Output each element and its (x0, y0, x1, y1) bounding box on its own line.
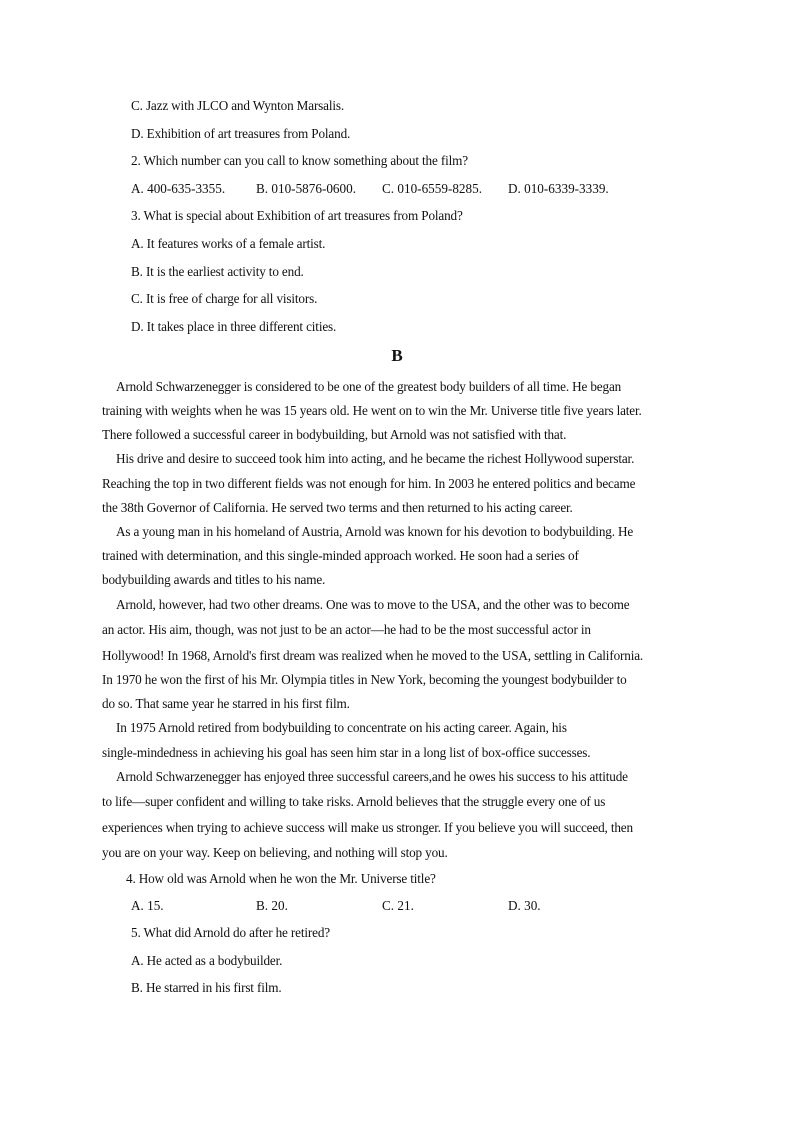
passage-line: Arnold Schwarzenegger is considered to be one of the greatest body builders of all time. He began (116, 379, 622, 394)
question-2-stem: 2. Which number can you call to know something about the film? (131, 153, 468, 168)
passage-line: experiences when trying to achieve success will make us stronger. If you believe you will succeed, then (102, 820, 633, 835)
passage-line: In 1970 he won the first of his Mr. Olympia titles in New York, becoming the youngest bodybuilder to (102, 672, 627, 687)
passage-line: Arnold, however, had two other dreams. One was to move to the USA, and the other was to become (116, 597, 630, 612)
passage-line: trained with determination, and this single-minded approach worked. He soon had a series of (102, 548, 579, 563)
q4-option-d: D. 30. (508, 898, 541, 913)
q4-option-b: B. 20. (256, 898, 288, 913)
passage-line: training with weights when he was 15 years old. He went on to win the Mr. Universe title five years later. (102, 403, 642, 418)
q1-option-c: C. Jazz with JLCO and Wynton Marsalis. (131, 98, 345, 113)
section-heading-b: B (391, 346, 403, 365)
passage-line: you are on your way. Keep on believing, and nothing will stop you. (102, 845, 448, 860)
q3-option-c: C. It is free of charge for all visitors. (131, 291, 318, 306)
q2-option-a: A. 400-635-3355. (131, 181, 226, 196)
passage-line: do so. That same year he starred in his first film. (102, 696, 350, 711)
passage-line: an actor. His aim, though, was not just to be an actor—he had to be the most successful actor in (102, 622, 591, 637)
q4-option-c: C. 21. (382, 898, 414, 913)
q2-option-b: B. 010-5876-0600. (256, 181, 357, 196)
passage-line: Reaching the top in two different fields was not enough for him. In 2003 he entered politics and became (102, 476, 636, 491)
passage-line: In 1975 Arnold retired from bodybuilding to concentrate on his acting career. Again, his (116, 720, 567, 735)
passage-line: to life—super confident and willing to take risks. Arnold believes that the struggle every one of us (102, 794, 606, 809)
passage-line: There followed a successful career in bodybuilding, but Arnold was not satisfied with that. (102, 427, 567, 442)
q3-option-d: D. It takes place in three different cities. (131, 319, 337, 334)
question-5-stem: 5. What did Arnold do after he retired? (131, 925, 330, 940)
q1-option-d: D. Exhibition of art treasures from Poland. (131, 126, 351, 141)
q5-option-b: B. He starred in his first film. (131, 980, 282, 995)
q2-option-d: D. 010-6339-3339. (508, 181, 609, 196)
passage-line: Hollywood! In 1968, Arnold's first dream was realized when he moved to the USA, settling in California. (102, 648, 644, 663)
q5-option-a: A. He acted as a bodybuilder. (131, 953, 283, 968)
passage-line: As a young man in his homeland of Austria, Arnold was known for his devotion to bodybuilding. He (116, 524, 634, 539)
q3-option-b: B. It is the earliest activity to end. (131, 264, 304, 279)
passage-line: His drive and desire to succeed took him into acting, and he became the richest Hollywood superstar. (116, 451, 635, 466)
passage-line: the 38th Governor of California. He served two terms and then returned to his acting career. (102, 500, 573, 515)
q4-option-a: A. 15. (131, 898, 164, 913)
q3-option-a: A. It features works of a female artist. (131, 236, 326, 251)
question-3-stem: 3. What is special about Exhibition of art treasures from Poland? (131, 208, 463, 223)
passage-line: Arnold Schwarzenegger has enjoyed three successful careers,and he owes his success to his attitude (116, 769, 628, 784)
q2-option-c: C. 010-6559-8285. (382, 181, 483, 196)
passage-line: bodybuilding awards and titles to his name. (102, 572, 326, 587)
passage-line: single-mindedness in achieving his goal has seen him star in a long list of box-office successes. (102, 745, 591, 760)
question-4-stem: 4. How old was Arnold when he won the Mr. Universe title? (126, 871, 436, 886)
